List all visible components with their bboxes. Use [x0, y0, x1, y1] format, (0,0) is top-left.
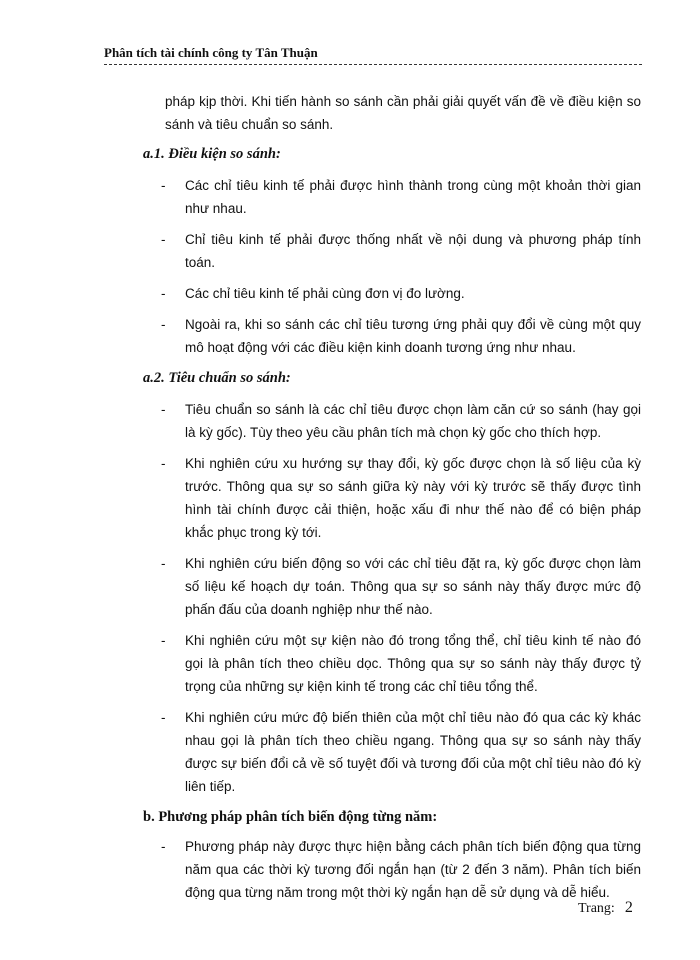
list-item: - Các chỉ tiêu kinh tế phải cùng đơn vị đo lường. [161, 286, 465, 301]
page-footer [578, 899, 633, 917]
section-b-heading: b. Phương pháp phân tích biến động từng năm: [143, 809, 438, 825]
section-a2-heading: a.2. Tiêu chuẩn so sánh: [143, 370, 291, 386]
section-a1-heading: a.1. Điều kiện so sánh: [143, 146, 281, 162]
list-item: - Các chỉ tiêu kinh tế phải được hình thành trong cùng một khoản thời gian như nhau. [161, 178, 641, 216]
list-item: - Chỉ tiêu kinh tế phải được thống nhất về nội dung và phương pháp tính toán. [161, 232, 641, 270]
list-item: - Khi nghiên cứu mức độ biến thiên của một chỉ tiêu nào đó qua các kỳ khác nhau gọi là phân tích theo chiều ngang. Thông qua sự so sánh này thấy được sự biến đổi cả về số tuyệt đối và tương đối của một chỉ tiêu nào đó kỳ liên tiếp. [161, 710, 641, 794]
list-item: - Khi nghiên cứu xu hướng sự thay đổi, kỳ gốc được chọn là số liệu của kỳ trước. Thông qua sự so sánh giữa kỳ này với kỳ trước sẽ thấy được tình hình tài chính được cải thiện, hoặc xấu đi như thế nào để có biện pháp khắc phục trong kỳ tới. [161, 456, 641, 540]
list-item: - Khi nghiên cứu biến động so với các chỉ tiêu đặt ra, kỳ gốc được chọn làm số liệu kế hoạch dự toán. Thông qua sự so sánh này thấy được mức độ phấn đấu của doanh nghiệp như thế nào. [161, 556, 641, 617]
list-item: - Tiêu chuẩn so sánh là các chỉ tiêu được chọn làm căn cứ so sánh (hay gọi là kỳ gốc). Tùy theo yêu cầu phân tích mà chọn kỳ gốc cho thích hợp. [161, 402, 641, 440]
page-number: 2 [624, 899, 633, 916]
list-item: - Ngoài ra, khi so sánh các chỉ tiêu tương ứng phải quy đổi về cùng một quy mô hoạt động với các điều kiện kinh doanh tương ứng như nhau. [161, 317, 641, 355]
intro-paragraph: pháp kịp thời. Khi tiến hành so sánh cần phải giải quyết vấn đề về điều kiện so sánh và tiêu chuẩn so sánh. [165, 94, 641, 132]
list-item: - Phương pháp này được thực hiện bằng cách phân tích biến động qua từng năm qua các thời kỳ tương đối ngắn hạn (từ 2 đến 3 năm). Phân tích biến động qua từng năm trong một thời kỳ ngắn hạn dễ sử dụng và dễ hiểu. [161, 839, 641, 900]
page-label: Trang: [578, 901, 615, 916]
list-item: - Khi nghiên cứu một sự kiện nào đó trong tổng thể, chỉ tiêu kinh tế nào đó gọi là phân tích theo chiều dọc. Thông qua sự so sánh này thấy được tỷ trọng của những sự kiện kinh tế trong các chỉ tiêu tổng thể. [161, 633, 641, 694]
page-header [104, 44, 642, 65]
document-body [143, 90, 641, 912]
header-title: Phân tích tài chính công ty Tân Thuận [104, 45, 318, 60]
